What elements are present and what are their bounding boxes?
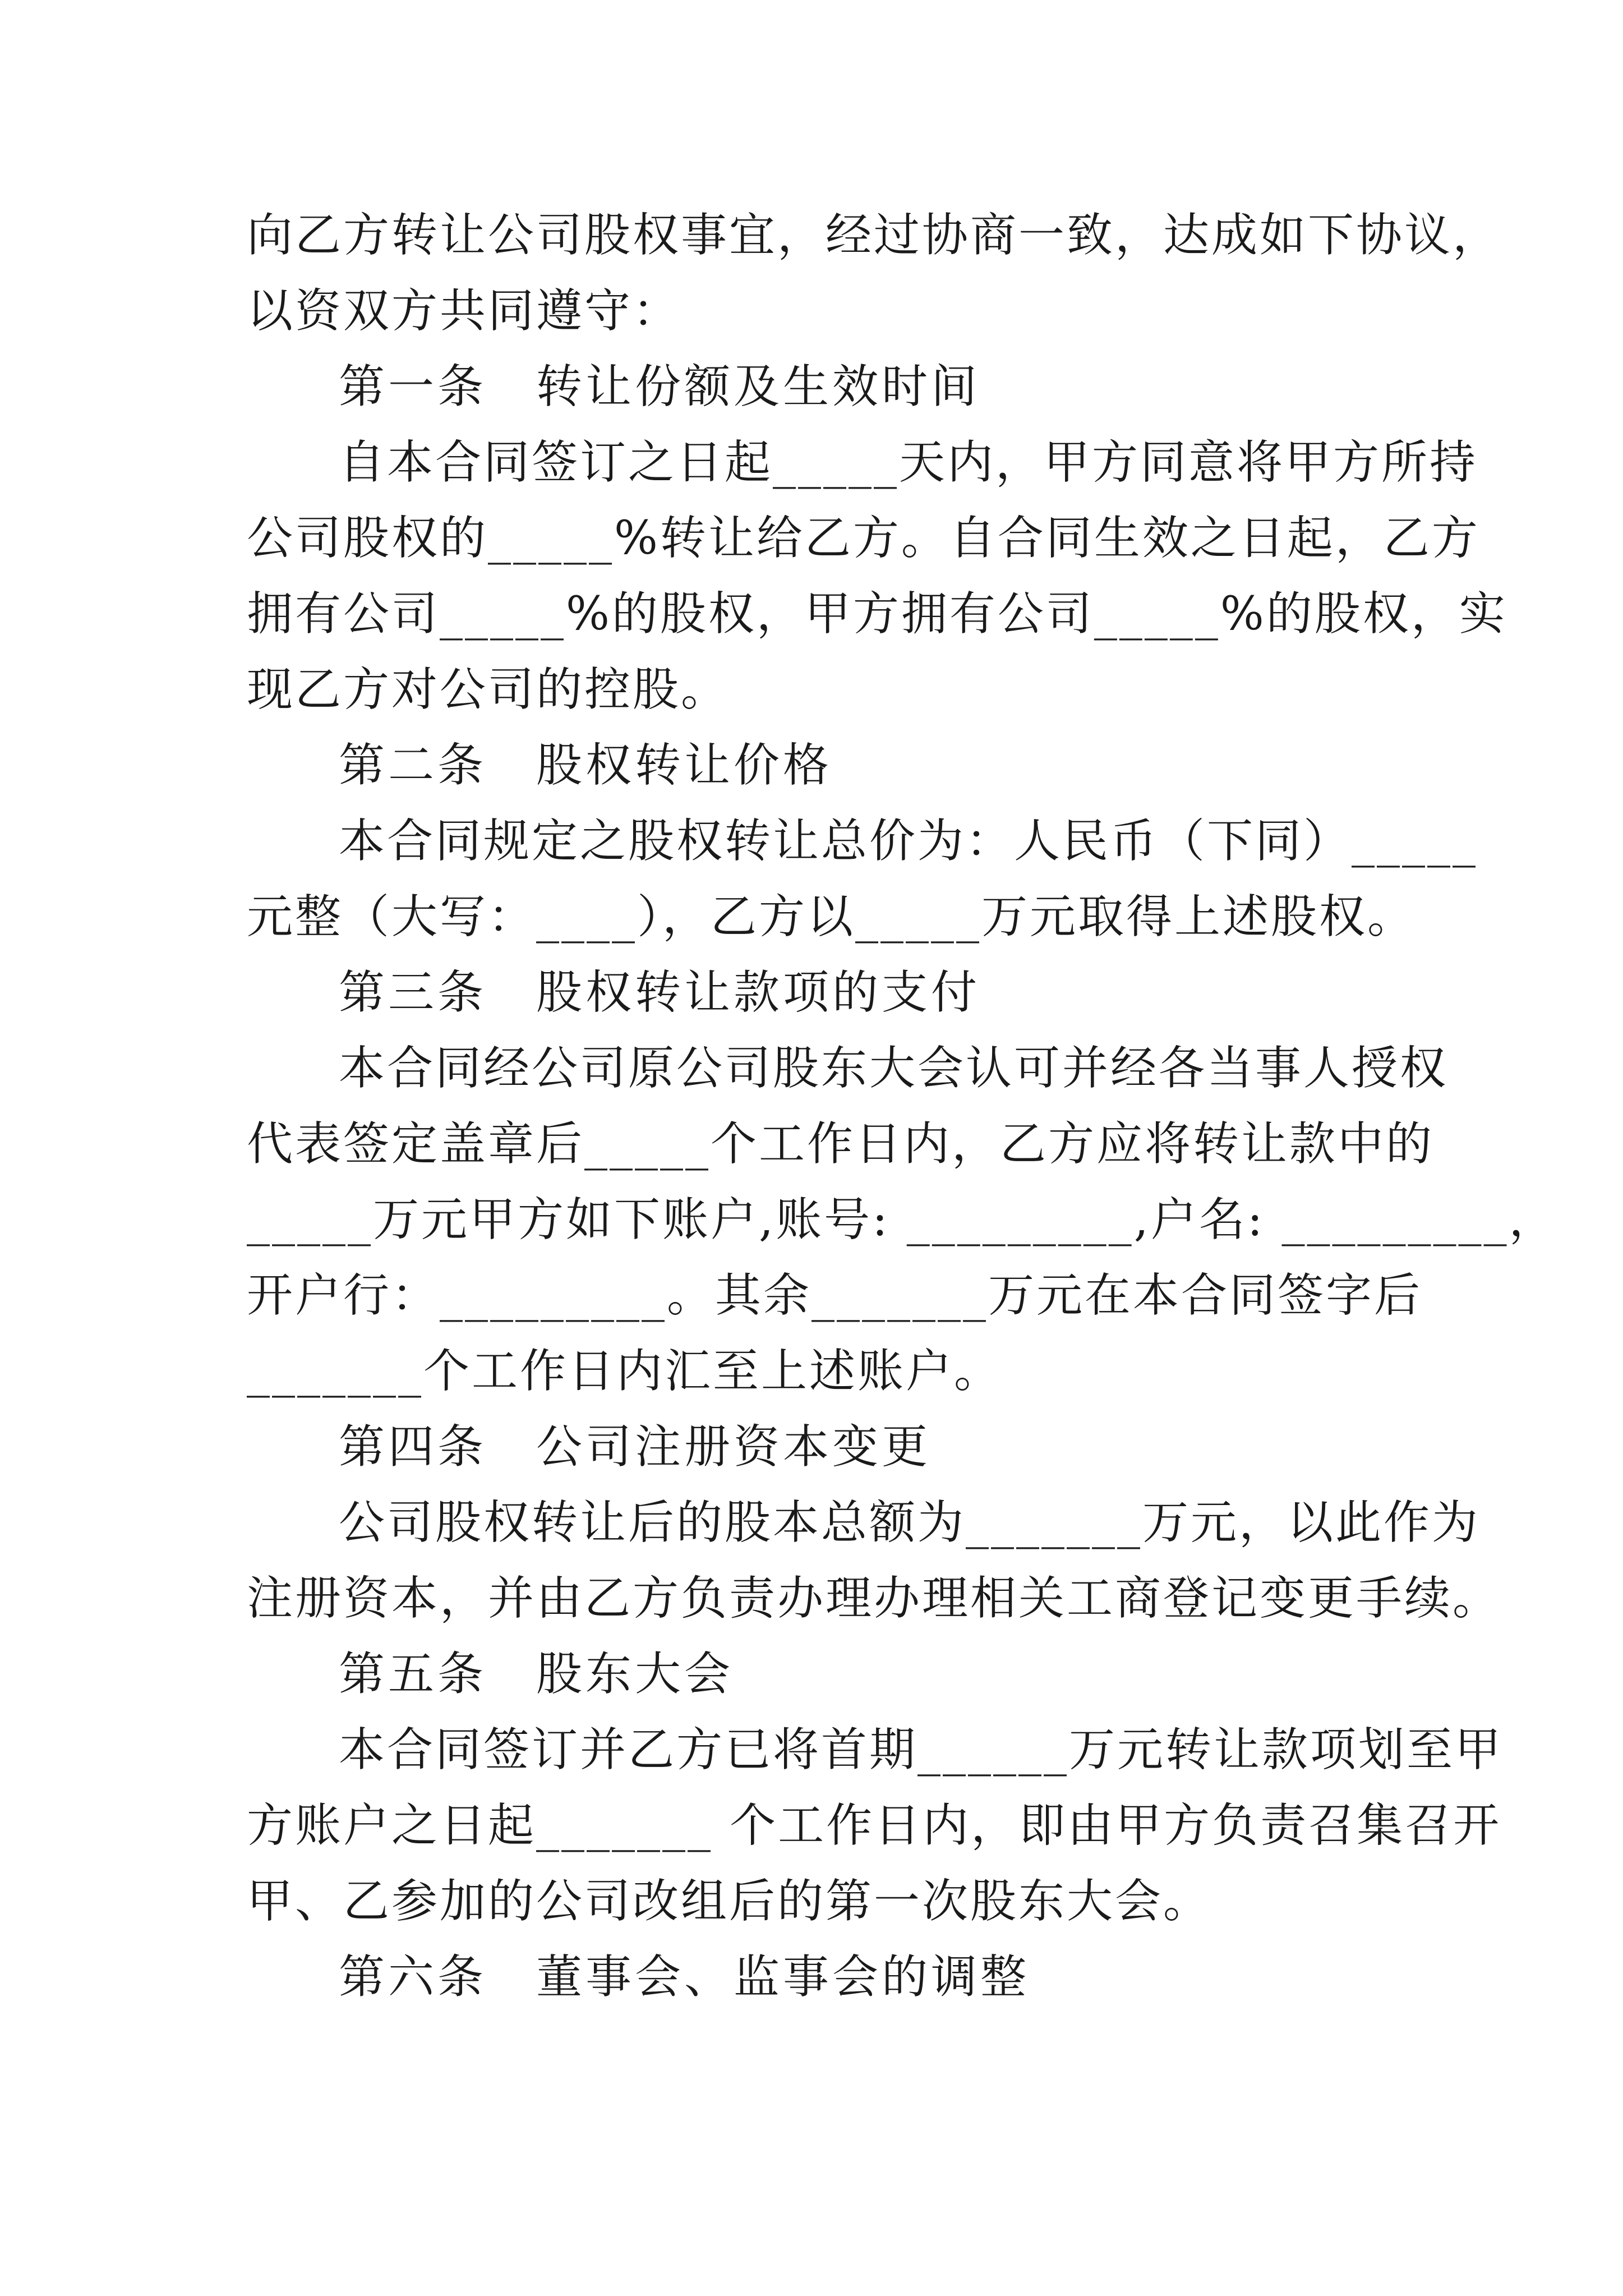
article-heading: 第三条 股权转让款项的支付	[339, 966, 981, 1019]
paragraph-line: 以资双方共同遵守：	[247, 284, 681, 338]
paragraph-line: 现乙方对公司的控股。	[247, 663, 730, 716]
article-heading: 第四条 公司注册资本变更	[339, 1420, 932, 1474]
article-heading: 第二条 股权转让价格	[339, 739, 833, 792]
article-heading: 第六条 董事会、监事会的调整	[339, 1950, 1030, 2004]
paragraph-line: 自本合同签订之日起_____天内，甲方同意将甲方所持	[339, 436, 1478, 489]
paragraph-line: 拥有公司_____%的股权，甲方拥有公司_____%的股权，实	[247, 587, 1507, 641]
paragraph-line: 本合同经公司原公司股东大会认可并经各当事人授权	[339, 1042, 1449, 1095]
paragraph-line: 公司股权转让后的股本总额为_______万元，以此作为	[339, 1496, 1481, 1549]
paragraph-line: 本合同规定之股权转让总价为：人民币（下同）_____	[339, 815, 1478, 868]
paragraph-line: _______个工作日内汇至上述账户。	[247, 1345, 1003, 1398]
paragraph-line: 甲、乙参加的公司改组后的第一次股东大会。	[247, 1875, 1212, 1928]
article-heading: 第一条 转让份额及生效时间	[339, 360, 981, 413]
paragraph-line: 本合同签订并乙方已将首期______万元转让款项划至甲	[339, 1723, 1504, 1777]
paragraph-line: 代表签定盖章后_____个工作日内，乙方应将转让款中的	[247, 1117, 1435, 1171]
paragraph-line: 向乙方转让公司股权事宜，经过协商一致，达成如下协议，	[247, 209, 1501, 262]
paragraph-line: 注册资本，并由乙方负责办理办理相关工商登记变更手续。	[247, 1572, 1501, 1625]
paragraph-line: _____万元甲方如下账户,账号: _________,户名: _________，	[247, 1193, 1557, 1246]
paragraph-line: 公司股权的_____%转让给乙方。自合同生效之日起，乙方	[247, 512, 1480, 565]
paragraph-line: 方账户之日起_______ 个工作日内，即由甲方负责召集召开	[247, 1799, 1502, 1852]
article-heading: 第五条 股东大会	[339, 1648, 734, 1701]
paragraph-line: 元整（大写：____），乙方以_____万元取得上述股权。	[247, 890, 1416, 944]
paragraph-line: 开户行：_________。其余_______万元在本合同签字后	[247, 1269, 1423, 1322]
